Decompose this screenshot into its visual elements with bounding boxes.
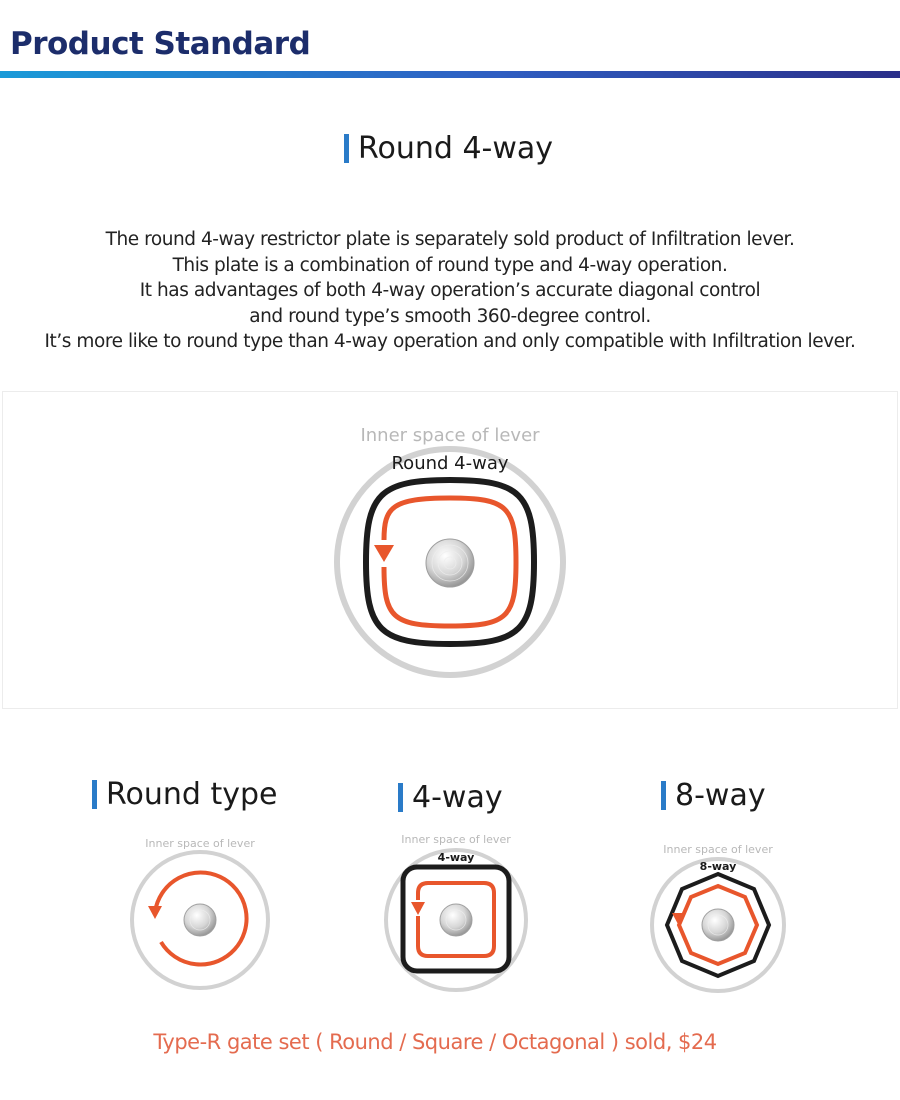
arrow-head-icon — [672, 913, 686, 926]
gate-set-price-note: Type-R gate set ( Round / Square / Octagonal ) sold, $24 — [153, 1030, 717, 1054]
heading-accent-bar — [92, 780, 97, 809]
heading-accent-bar — [344, 134, 349, 163]
main-section-heading — [344, 130, 553, 166]
main-section-heading-text: Round 4-way — [358, 130, 554, 166]
lever-knob-icon — [440, 904, 472, 936]
gate-comparison-diagrams — [0, 825, 900, 1005]
page-title: Product Standard — [10, 26, 311, 62]
four-way-heading — [398, 779, 503, 815]
arrow-head-icon — [374, 545, 394, 562]
lever-knob-icon — [426, 539, 474, 587]
four-way-diagram — [386, 833, 526, 990]
inner-space-label: Inner space of lever — [145, 837, 255, 850]
eight-way-gate-label: 8-way — [699, 860, 737, 873]
round-type-heading — [92, 776, 277, 812]
header-divider — [0, 71, 900, 78]
heading-accent-bar — [398, 783, 403, 812]
round-type-heading-text: Round type — [106, 776, 278, 812]
lever-knob-icon — [702, 909, 734, 941]
round-4-way-gate-label: Round 4-way — [391, 453, 509, 474]
description-line: This plate is a combination of round type and 4-way operation. — [172, 254, 728, 276]
inner-space-label: Inner space of lever — [663, 843, 773, 856]
arrow-head-icon — [411, 902, 425, 915]
round-type-diagram — [132, 837, 268, 988]
inner-space-label: Inner space of lever — [360, 425, 540, 446]
lever-knob-icon — [184, 904, 216, 936]
page-header — [0, 0, 900, 80]
description-line: It’s more like to round type than 4-way operation and only compatible with Infiltration lever. — [44, 331, 856, 353]
round-4-way-diagram — [0, 380, 900, 710]
eight-way-heading-text: 8-way — [675, 777, 766, 813]
heading-accent-bar — [661, 781, 666, 810]
description-line: It has advantages of both 4-way operation’s accurate diagonal control — [139, 280, 761, 302]
eight-way-heading — [661, 777, 766, 813]
description-line: and round type’s smooth 360-degree control. — [249, 305, 651, 327]
eight-way-diagram — [652, 843, 784, 991]
inner-space-label: Inner space of lever — [401, 833, 511, 846]
four-way-gate-label: 4-way — [437, 851, 475, 864]
product-description — [10, 227, 890, 355]
description-line: The round 4-way restrictor plate is separately sold product of Infiltration lever. — [105, 229, 795, 250]
four-way-heading-text: 4-way — [412, 779, 503, 815]
arrow-head-icon — [148, 906, 162, 919]
